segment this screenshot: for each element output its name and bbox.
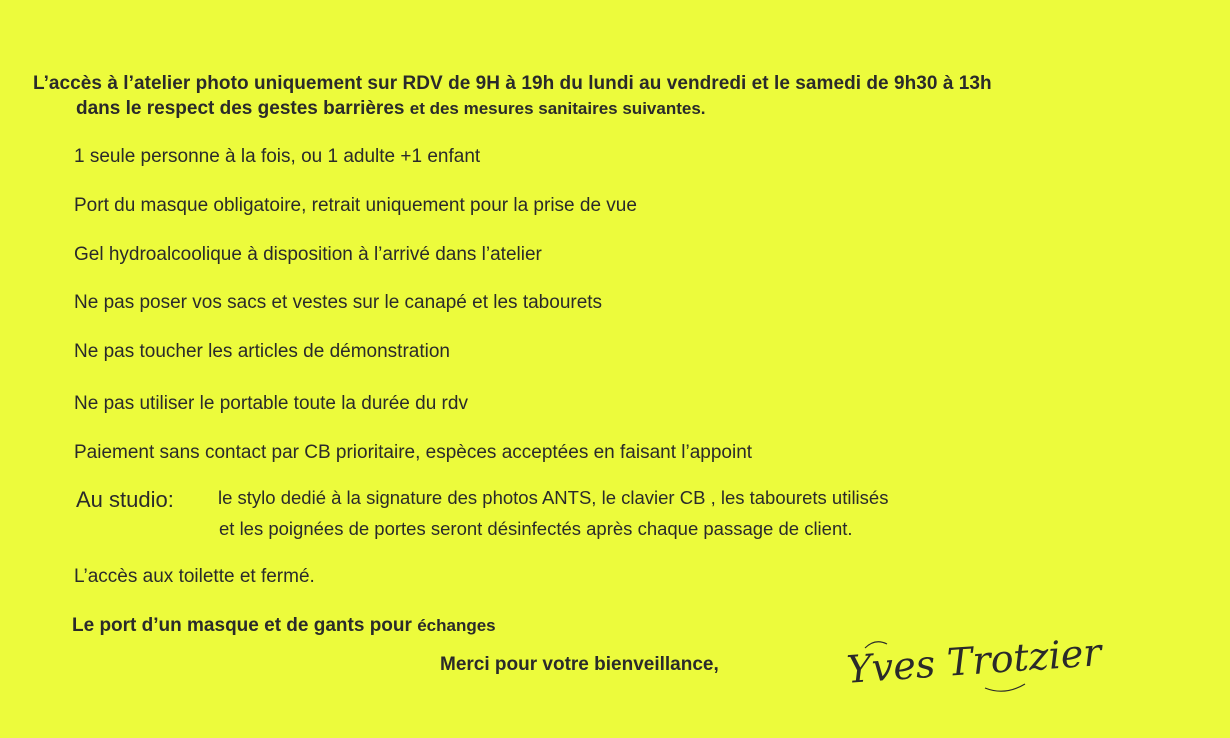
- studio-label: Au studio:: [76, 487, 174, 512]
- rule-item: Ne pas utiliser le portable toute la durée du rdv: [74, 393, 468, 414]
- handwritten-signature: [845, 630, 1103, 700]
- rule-item: Ne pas poser vos sacs et vestes sur le canapé et les tabourets: [74, 292, 603, 313]
- rule-item: Port du masque obligatoire, retrait uniquement pour la prise de vue: [74, 195, 637, 216]
- studio-text-line-2: et les poignées de portes seront désinfectés après chaque passage de client.: [219, 518, 853, 539]
- rule-item: 1 seule personne à la fois, ou 1 adulte +1 enfant: [74, 146, 481, 167]
- closing-line-1: [72, 616, 496, 635]
- rule-item: Ne pas toucher les articles de démonstration: [74, 341, 450, 362]
- closing-line-2: Merci pour votre bienveillance,: [440, 654, 719, 675]
- rule-item: Gel hydroalcoolique à disposition à l’arrivé dans l’atelier: [74, 244, 542, 265]
- intro-line-1: L’accès à l’atelier photo uniquement sur RDV de 9H à 19h du lundi au vendredi et le samedi de 9h30 à 13h: [33, 73, 992, 94]
- toilets-notice: L’accès aux toilette et fermé.: [74, 566, 315, 587]
- rule-item: Paiement sans contact par CB prioritaire, espèces acceptées en faisant l’appoint: [74, 442, 753, 463]
- intro-line-2-rest: et des mesures sanitaires suivantes.: [409, 99, 706, 118]
- intro-line-2-bold: dans le respect des gestes barrières: [76, 98, 410, 119]
- closing-line-1-bold: Le port d’un masque et de gants pour: [72, 615, 418, 636]
- signature-text: Yves Trotzier: [845, 630, 1103, 692]
- studio-text-line-1: le stylo dedié à la signature des photos ANTS, le clavier CB , les tabourets utilisés: [218, 487, 889, 508]
- intro-line-2: [76, 99, 706, 118]
- closing-line-1-rest: échanges: [417, 616, 496, 635]
